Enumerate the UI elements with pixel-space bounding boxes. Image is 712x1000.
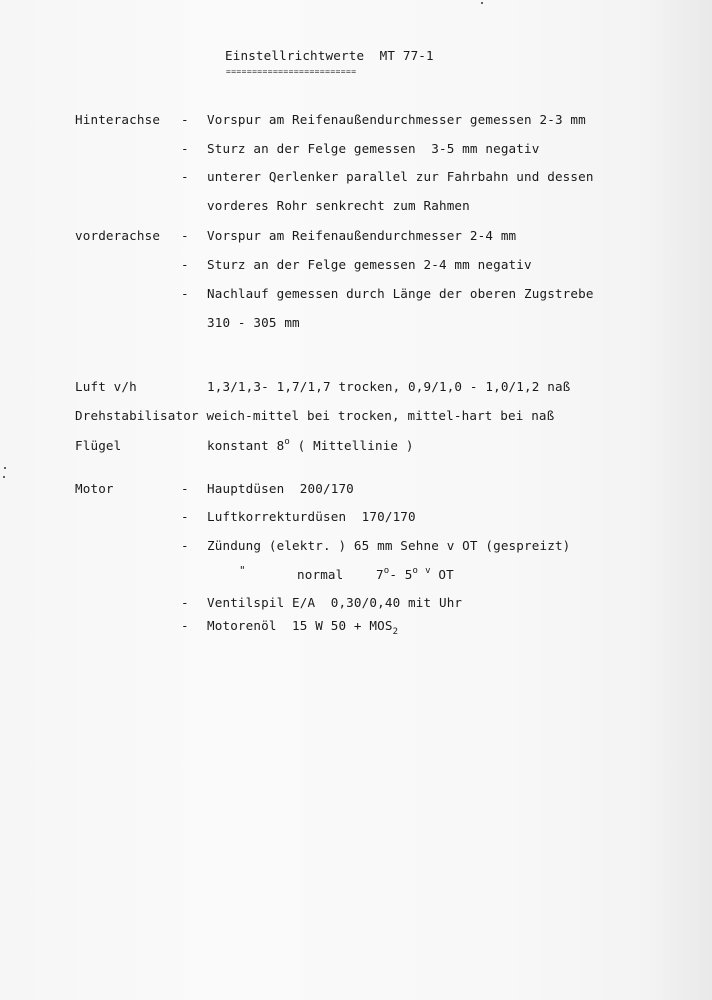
luft-value: 1,3/1,3- 1,7/1,7 trocken, 0,9/1,0 - 1,0/1,2 naß — [207, 379, 571, 394]
normal-timing — [376, 566, 454, 582]
normal-label: normal — [297, 567, 344, 582]
vorderachse-item: Vorspur am Reifenaußendurchmesser 2-4 mm — [207, 228, 517, 243]
bullet-dash: - — [181, 618, 189, 633]
vorderachse-item: Nachlauf gemessen durch Länge der oberen Zugstrebe — [207, 286, 594, 301]
ditto-mark: " — [239, 564, 246, 577]
scan-speck — [3, 476, 5, 478]
bullet-dash: - — [181, 595, 189, 610]
title-underline: ========================= — [226, 67, 357, 76]
motor-item: Ventilspil E/A 0,30/0,40 mit Uhr — [207, 595, 463, 610]
bullet-dash: - — [181, 509, 189, 524]
motor-oil-line — [207, 618, 399, 637]
page-edge-shading — [652, 0, 712, 1000]
fluegel-value-main: konstant 8 — [207, 438, 285, 453]
degree-mark: o — [284, 437, 290, 447]
degree-mark: o — [383, 566, 390, 576]
scan-speck — [481, 2, 483, 4]
section-label-hinterachse: Hinterachse — [75, 112, 161, 127]
luft-label: Luft v/h — [75, 379, 137, 394]
bullet-dash: - — [181, 112, 189, 127]
bullet-dash: - — [181, 286, 189, 301]
bullet-dash: - — [181, 481, 189, 496]
page-title: Einstellrichtwerte MT 77-1 — [225, 48, 434, 63]
bullet-dash: - — [181, 228, 189, 243]
fluegel-label: Flügel — [75, 438, 122, 453]
section-label-vorderachse: vorderachse — [75, 228, 161, 243]
fluegel-value-note: ( Mittellinie ) — [289, 438, 414, 453]
drehstabilisator-line: Drehstabilisator weich-mittel bei trocken, mittel-hart bei naß — [75, 408, 555, 423]
timing-v-mark: v — [425, 566, 431, 576]
subscript-2: 2 — [392, 627, 399, 637]
motor-item: Zündung (elektr. ) 65 mm Sehne v OT (gespreizt) — [207, 538, 571, 553]
timing-value-b: - 5 — [389, 567, 413, 582]
vorderachse-item: 310 - 305 mm — [207, 315, 300, 330]
section-label-motor: Motor — [75, 481, 114, 496]
motor-oil-text: Motorenöl 15 W 50 + MOS — [207, 618, 393, 633]
vorderachse-item: Sturz an der Felge gemessen 2-4 mm negativ — [207, 257, 532, 272]
bullet-dash: - — [181, 169, 189, 184]
bullet-dash: - — [181, 538, 189, 553]
bullet-dash: - — [181, 257, 189, 272]
hinterachse-item: unterer Qerlenker parallel zur Fahrbahn und dessen — [207, 169, 594, 184]
scan-speck — [4, 467, 6, 469]
motor-item: Luftkorrekturdüsen 170/170 — [207, 509, 416, 524]
motor-item: Hauptdüsen 200/170 — [207, 481, 354, 496]
degree-mark: o — [412, 566, 419, 576]
timing-ot: OT — [438, 567, 454, 582]
fluegel-value — [207, 437, 414, 453]
hinterachse-item: Sturz an der Felge gemessen 3-5 mm negativ — [207, 141, 540, 156]
bullet-dash: - — [181, 141, 189, 156]
hinterachse-item: Vorspur am Reifenaußendurchmesser gemessen 2-3 mm — [207, 112, 586, 127]
timing-value-a: 7 — [376, 567, 384, 582]
hinterachse-item: vorderes Rohr senkrecht zum Rahmen — [207, 198, 470, 213]
